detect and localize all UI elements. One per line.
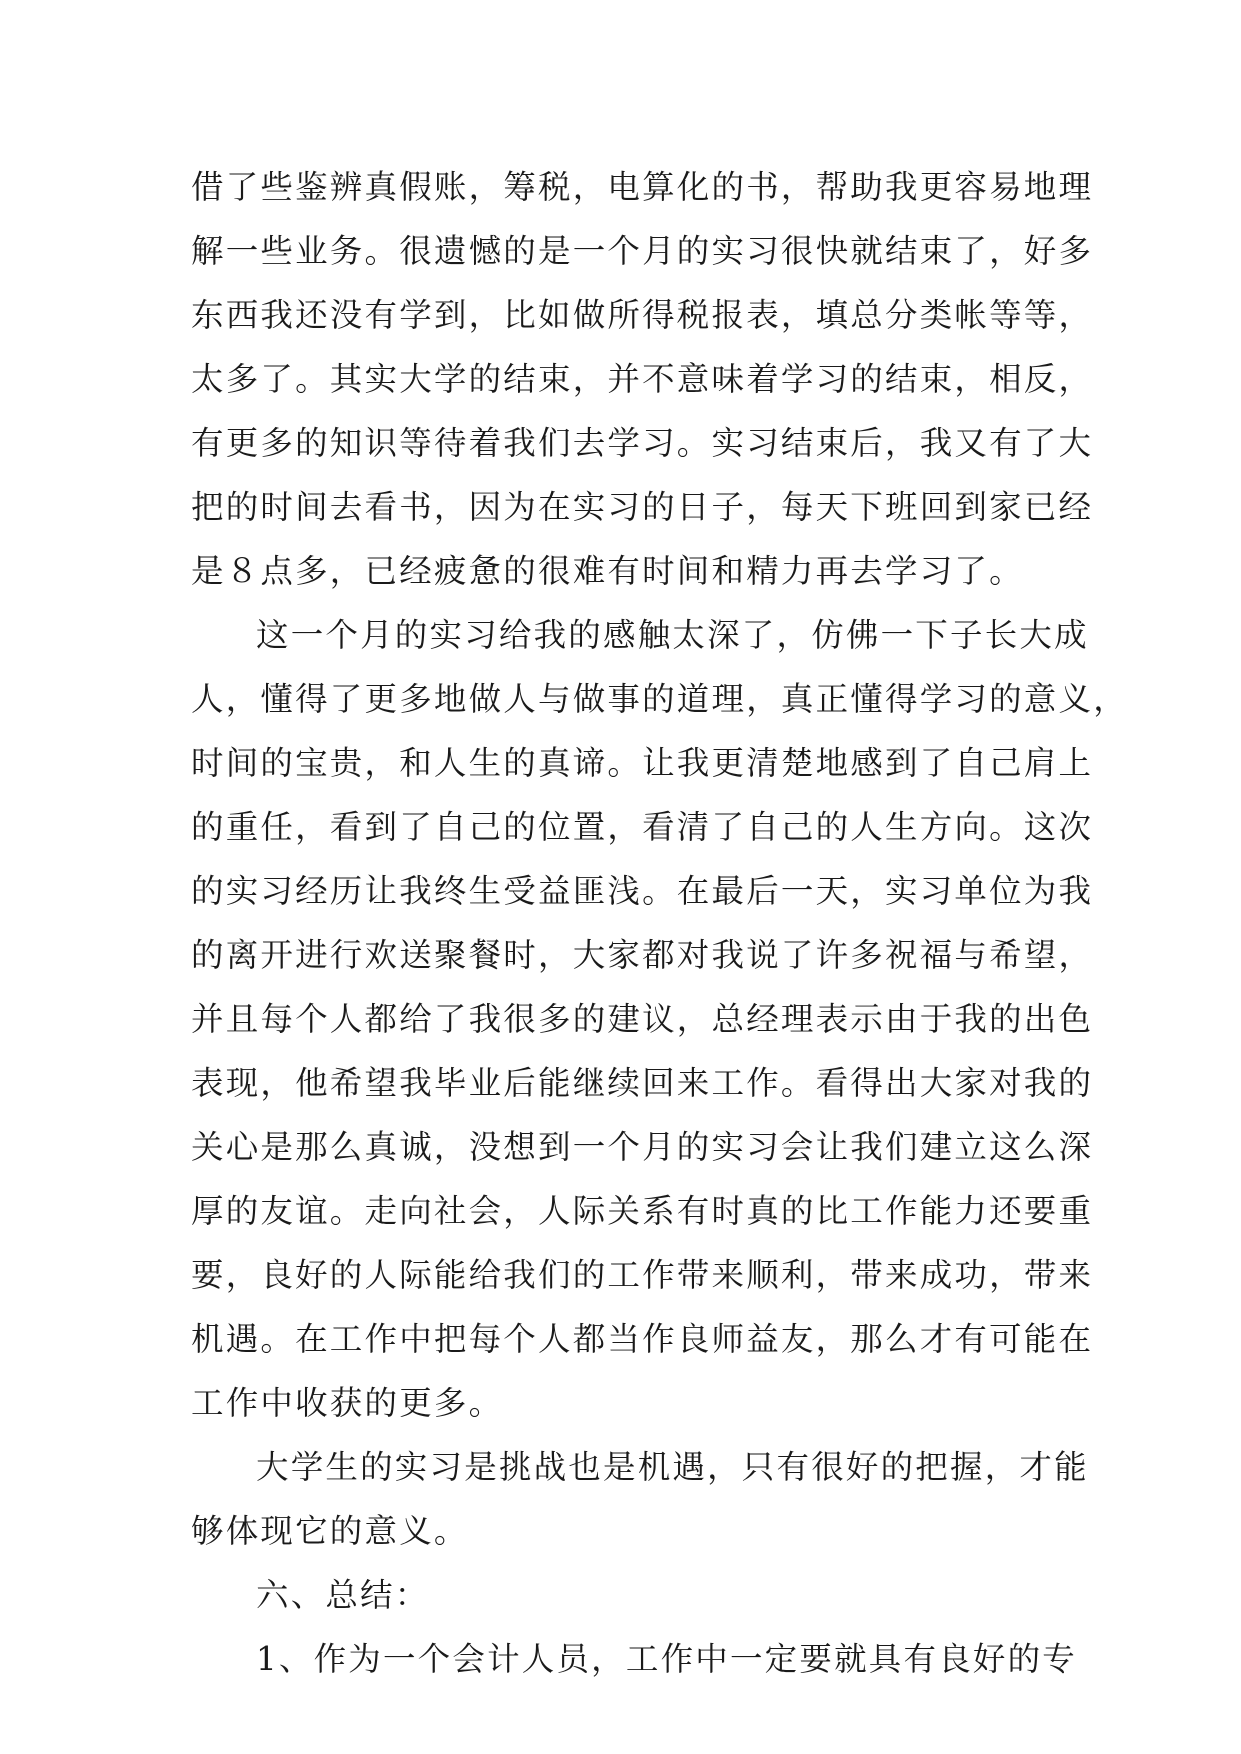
text-line: 时间的宝贵，和人生的真谛。让我更清楚地感到了自己肩上 xyxy=(191,744,1094,782)
text-line: 并且每个人都给了我很多的建议，总经理表示由于我的出色 xyxy=(191,1000,1094,1038)
text-line: 表现，他希望我毕业后能继续回来工作。看得出大家对我的 xyxy=(191,1064,1094,1102)
text-line: 厚的友谊。走向社会，人际关系有时真的比工作能力还要重 xyxy=(191,1192,1094,1230)
text-line: 东西我还没有学到，比如做所得税报表，填总分类帐等等， xyxy=(191,296,1094,334)
text-line: 借了些鉴辨真假账，筹税，电算化的书，帮助我更容易地理 xyxy=(191,168,1094,206)
text-line: 人，懂得了更多地做人与做事的道理，真正懂得学习的意义， xyxy=(191,680,1128,718)
text-line: 把的时间去看书，因为在实习的日子，每天下班回到家已经 xyxy=(191,488,1094,526)
text-line: 有更多的知识等待着我们去学习。实习结束后，我又有了大 xyxy=(191,424,1094,462)
text-line: 要，良好的人际能给我们的工作带来顺利，带来成功，带来 xyxy=(191,1256,1094,1294)
document-body xyxy=(191,155,1128,1691)
text-line: 的实习经历让我终生受益匪浅。在最后一天，实习单位为我 xyxy=(191,872,1094,910)
text-line: 关心是那么真诚，没想到一个月的实习会让我们建立这么深 xyxy=(191,1128,1094,1166)
paragraph-first-line: 大学生的实习是挑战也是机遇，只有很好的把握，才能 xyxy=(256,1448,1089,1486)
text-line: 是８点多，已经疲惫的很难有时间和精力再去学习了。 xyxy=(191,552,1024,590)
text-line: 工作中收获的更多。 xyxy=(191,1384,504,1422)
text-line: 太多了。其实大学的结束，并不意味着学习的结束，相反， xyxy=(191,360,1094,398)
text-line: 机遇。在工作中把每个人都当作良师益友，那么才有可能在 xyxy=(191,1320,1094,1358)
text-line: 够体现它的意义。 xyxy=(191,1512,469,1550)
text-line: 的离开进行欢送聚餐时，大家都对我说了许多祝福与希望， xyxy=(191,936,1094,974)
text-line: 解一些业务。很遗憾的是一个月的实习很快就结束了，好多 xyxy=(191,232,1094,270)
list-item-first-line: 1、作为一个会计人员，工作中一定要就具有良好的专 xyxy=(256,1640,1077,1678)
section-heading: 六、总结： xyxy=(256,1576,430,1614)
paragraph-first-line: 这一个月的实习给我的感触太深了，仿佛一下子长大成 xyxy=(256,616,1089,654)
text-line: 的重任，看到了自己的位置，看清了自己的人生方向。这次 xyxy=(191,808,1094,846)
